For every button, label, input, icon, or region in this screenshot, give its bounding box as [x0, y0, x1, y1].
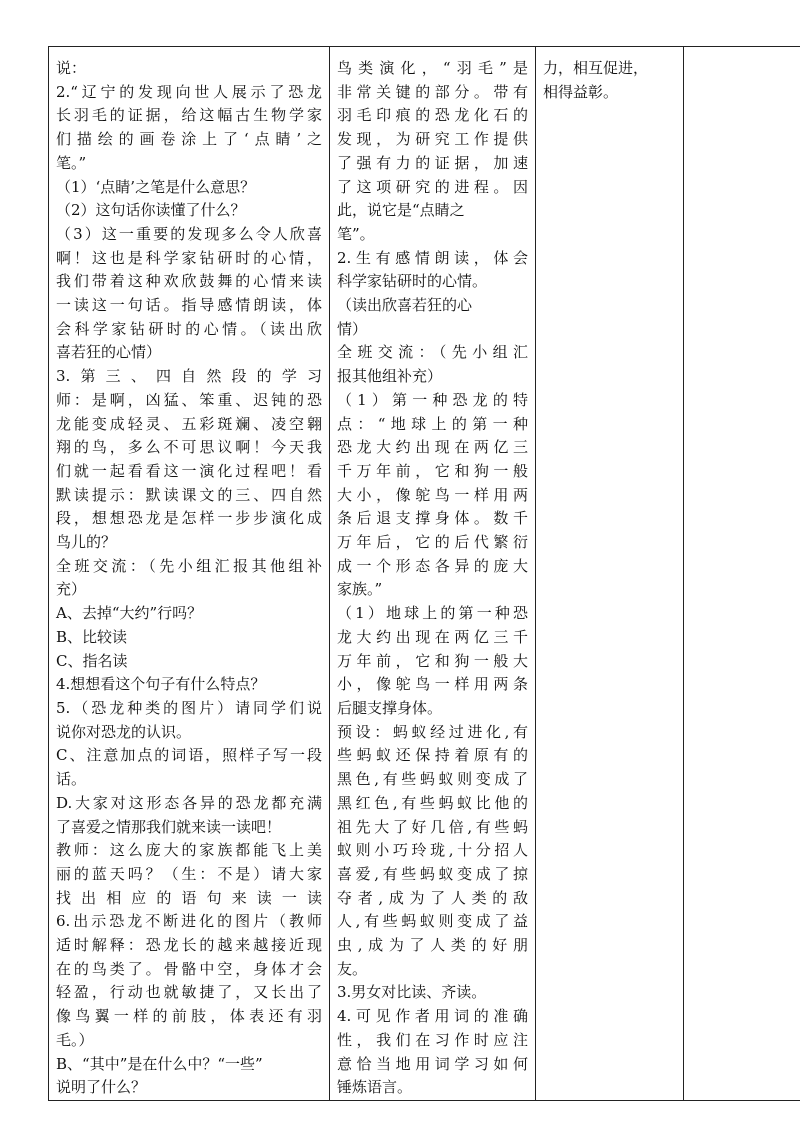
text-line: 黑色,有些蚂蚁则变成了 [337, 770, 528, 789]
text-line: 相得益彰。 [543, 82, 619, 101]
text-line: 科学家钻研时的心情。 [337, 272, 488, 291]
teacher-activity-text [56, 57, 322, 1100]
text-line: 在的鸟类了。骨骼中空，身体才会 [56, 959, 322, 978]
text-line: 黑红色,有些蚂蚁比他的 [337, 793, 528, 812]
text-line: 龙能变成轻灵、五彩斑斓、凌空翱 [56, 414, 322, 433]
text-line: 2.“辽宁的发现向世人展示了恐龙 [56, 82, 322, 101]
text-line: 锤炼语言。 [337, 1078, 413, 1097]
text-line: C、注意加点的词语，照样子写一段 [56, 746, 322, 765]
text-line: 全班交流：（先小组汇 [337, 343, 528, 362]
design-intent-cell [536, 47, 684, 1101]
text-line: 3.第三、四自然段的学习 [56, 367, 322, 386]
text-line: 龙大约出现在两亿三千 [337, 627, 528, 646]
student-activity-cell [330, 47, 536, 1101]
text-line: B、“其中”是在什么中？“一些” [56, 1054, 263, 1073]
text-line: 了强有力的证据，加速 [337, 153, 528, 172]
text-line: 人,有些蚂蚁则变成了益 [337, 912, 528, 931]
text-line: 祖先大了好几倍,有些蚂 [337, 817, 528, 836]
text-line: 家族。” [337, 580, 383, 599]
text-line: 师：是啊，凶猛、笨重、迟钝的恐 [56, 390, 322, 409]
text-line: 笔。” [56, 153, 87, 172]
text-line: 情） [337, 319, 368, 338]
text-line: （1）第一种恐龙的特 [337, 390, 528, 409]
text-line: 教师：这么庞大的家族都能飞上美 [56, 841, 322, 860]
text-line: 笔”。 [337, 224, 375, 243]
text-line: A、去掉“大约”行吗？ [56, 604, 203, 623]
text-line: 6.出示恐龙不断进化的图片（教师 [56, 912, 322, 931]
text-line: 3.男女对比读、齐读。 [337, 983, 487, 1002]
student-activity-text [337, 57, 528, 1100]
text-line: 充） [56, 580, 87, 599]
table-row [49, 47, 800, 1101]
text-line: 成一个形态各异的庞大 [337, 556, 528, 575]
text-line: （1）‘点睛’之笔是什么意思？ [56, 177, 256, 196]
text-line: （3）这一重要的发现多么令人欣喜 [56, 224, 322, 243]
text-line: （1）地球上的第一种恐 [337, 604, 528, 623]
text-line: 全班交流：（先小组汇报其他组补 [56, 556, 322, 575]
text-line: 万年后，它的后代繁衍 [337, 533, 528, 552]
text-line: 翔的鸟，多么不可思议啊！今天我 [56, 438, 322, 457]
text-line: 友。 [337, 959, 368, 978]
text-line: （2）这句话你读懂了什么？ [56, 201, 246, 220]
text-line: 们就一起看看这一演化过程吧！看 [56, 461, 322, 480]
text-line: 虫,成为了人类的好朋 [337, 936, 528, 955]
text-line: 点：“地球上的第一种 [337, 414, 528, 433]
text-line: B、比较读 [56, 627, 128, 646]
text-line: D.大家对这形态各异的恐龙都充满 [56, 793, 322, 812]
text-line: 我们带着这种欢欣鼓舞的心情来读 [56, 272, 322, 291]
text-line: 小，像鸵鸟一样用两条 [337, 675, 528, 694]
text-line: 2.生有感情朗读，体会 [337, 248, 528, 267]
text-line: 说明了什么？ [56, 1078, 147, 1097]
text-line: 们描绘的画卷涂上了‘点睛’之 [56, 130, 322, 149]
text-line: 话。 [56, 770, 87, 789]
text-line: 啊！这也是科学家钻研时的心情， [56, 248, 322, 267]
text-line: 些蚂蚁还保持着原有的 [337, 746, 528, 765]
text-line: 长羽毛的证据，给这幅古生物学家 [56, 106, 322, 125]
text-line: 恐龙大约出现在两亿三 [337, 438, 528, 457]
text-line: 了喜爱之情那我们就来读一读吧！ [56, 817, 282, 836]
text-line: 轻盈，行动也就敏捷了，又长出了 [56, 983, 322, 1002]
text-line: 喜爱,有些蚂蚁变成了掠 [337, 864, 528, 883]
text-line: 说： [56, 59, 87, 77]
text-line: 力，相互促进， [543, 59, 649, 77]
text-line: 丽的蓝天吗？（生：不是）请大家 [56, 864, 322, 883]
text-line: 羽毛印痕的恐龙化石的 [337, 106, 528, 125]
text-line: 会科学家钻研时的心情。（读出欣 [56, 319, 322, 338]
text-line: 夺者,成为了人类的敌 [337, 888, 528, 907]
text-line: 非常关键的部分。带有 [337, 82, 528, 101]
text-line: （读出欣喜若狂的心 [337, 296, 473, 315]
text-line: 万年前，它和狗一般大 [337, 651, 528, 670]
text-line: 找出相应的语句来读一读 [56, 888, 322, 907]
text-line: 4.想想看这个句子有什么特点？ [56, 675, 266, 694]
text-line: 条后退支撑身体。数千 [337, 509, 528, 528]
text-line: 鸟儿的？ [56, 533, 117, 552]
text-line: 默读提示：默读课文的三、四自然 [56, 485, 322, 504]
text-line: 预设：蚂蚁经过进化,有 [337, 722, 528, 741]
text-line: 4.可见作者用词的准确 [337, 1007, 528, 1026]
text-line: 蚁则小巧玲珑,十分招人 [337, 841, 528, 860]
text-line: 5.（恐龙种类的图片）请同学们说 [56, 698, 322, 717]
text-line: 意恰当地用词学习如何 [337, 1054, 528, 1073]
text-line: 此，说它是“点睛之 [337, 201, 465, 220]
text-line: 大小，像鸵鸟一样用两 [337, 485, 528, 504]
text-line: 后腿支撑身体。 [337, 698, 443, 717]
text-line: 像鸟翼一样的前肢，体表还有羽 [56, 1007, 322, 1026]
text-line: 鸟类演化，“羽毛”是 [337, 59, 528, 77]
text-line: C、指名读 [56, 651, 128, 670]
text-line: 说你对恐龙的认识。 [56, 722, 192, 741]
text-line: 报其他组补充） [337, 367, 443, 386]
design-intent-text [543, 57, 676, 104]
text-line: 喜若狂的心情） [56, 343, 162, 362]
text-line: 适时解释：恐龙长的越来越接近现 [56, 936, 322, 955]
text-line: 发现，为研究工作提供 [337, 130, 528, 149]
text-line: 性，我们在习作时应注 [337, 1030, 528, 1049]
text-line: 了这项研究的进程。因 [337, 177, 528, 196]
text-line: 千万年前，它和狗一般 [337, 461, 528, 480]
teacher-activity-cell [49, 47, 330, 1101]
notes-cell [684, 47, 800, 1101]
text-line: 一读这一句话。指导感情朗读，体 [56, 296, 322, 315]
lesson-plan-table [48, 46, 800, 1101]
text-line: 毛。） [56, 1030, 94, 1049]
text-line: 段，想想恐龙是怎样一步步演化成 [56, 509, 322, 528]
